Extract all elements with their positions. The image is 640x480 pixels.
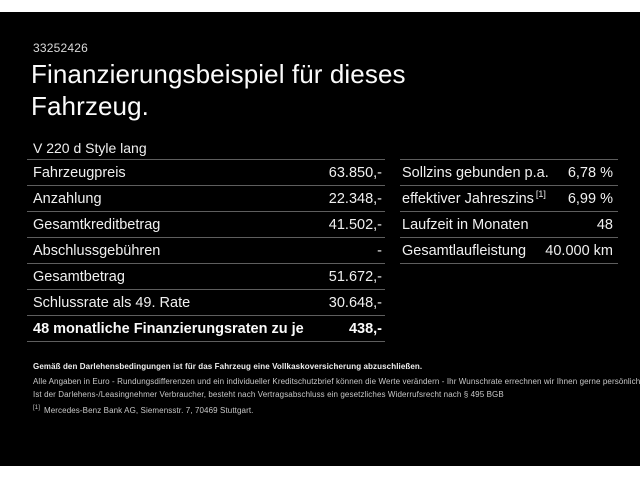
table-row xyxy=(400,212,618,238)
row-label: Gesamtlaufleistung xyxy=(402,242,527,259)
table-row xyxy=(27,238,385,264)
table-row xyxy=(27,186,385,212)
row-label: Abschlussgebühren xyxy=(33,242,161,259)
finance-table-left xyxy=(27,159,385,342)
table-row xyxy=(27,212,385,238)
row-value: 438,- xyxy=(348,320,382,337)
disclaimer-line-2: Ist der Darlehens-/Leasingnehmer Verbraucher, besteht nach Vertragsabschluss ein gesetzliches Widerrufsrecht nach § 495 BGB xyxy=(33,390,504,399)
row-value: 30.648,- xyxy=(328,294,382,311)
bank-footnote xyxy=(33,406,254,416)
table-row xyxy=(400,186,618,212)
table-row xyxy=(400,160,618,186)
row-label: Anzahlung xyxy=(33,190,102,207)
row-label: Fahrzeugpreis xyxy=(33,164,126,181)
table-row xyxy=(27,160,385,186)
table-row xyxy=(27,290,385,316)
row-value: 41.502,- xyxy=(328,216,382,233)
table-row xyxy=(400,238,618,264)
vehicle-model: V 220 d Style lang xyxy=(33,140,147,156)
table-row xyxy=(27,264,385,290)
row-value: 40.000 km xyxy=(545,242,613,259)
row-value: 6,78 % xyxy=(567,164,613,181)
reference-number: 33252426 xyxy=(33,41,88,55)
content-area xyxy=(0,12,640,466)
row-label: Schlussrate als 49. Rate xyxy=(33,294,191,311)
finance-table-right xyxy=(400,159,618,264)
row-value: 6,99 % xyxy=(567,190,613,207)
row-label: Laufzeit in Monaten xyxy=(402,216,529,233)
row-value: 22.348,- xyxy=(328,190,382,207)
row-label-text: effektiver Jahreszins xyxy=(402,190,534,207)
row-label: Sollzins gebunden p.a. xyxy=(402,164,549,181)
row-value: 51.672,- xyxy=(328,268,382,285)
footnote-reference: [1] xyxy=(535,188,546,199)
row-value: - xyxy=(377,242,382,259)
table-row-monthly-rate xyxy=(27,316,385,342)
disclaimer-line-1: Alle Angaben in Euro - Rundungsdifferenzen und ein individueller Kreditschutzbrief können die Werte verändern - Ihr Wunschrate errechnen wir Ihnen gerne persönlich xyxy=(33,377,640,386)
insurance-note: Gemäß den Darlehensbedingungen ist für das Fahrzeug eine Vollkaskoversicherung abzuschließen. xyxy=(33,362,423,371)
row-label xyxy=(400,188,546,207)
row-value: 48 xyxy=(596,216,613,233)
page-title-line2: Fahrzeug. xyxy=(31,91,149,121)
row-label: Gesamtbetrag xyxy=(33,268,125,285)
footnote-text: Mercedes-Benz Bank AG, Siemensstr. 7, 70469 Stuttgart. xyxy=(43,406,254,415)
footnote-marker: [1] xyxy=(33,405,40,412)
page-title-line1: Finanzierungsbeispiel für dieses xyxy=(31,59,406,89)
row-value: 63.850,- xyxy=(328,164,382,181)
page-title xyxy=(31,58,406,122)
row-label: 48 monatliche Finanzierungsraten zu je xyxy=(33,320,304,337)
row-label: Gesamtkreditbetrag xyxy=(33,216,161,233)
